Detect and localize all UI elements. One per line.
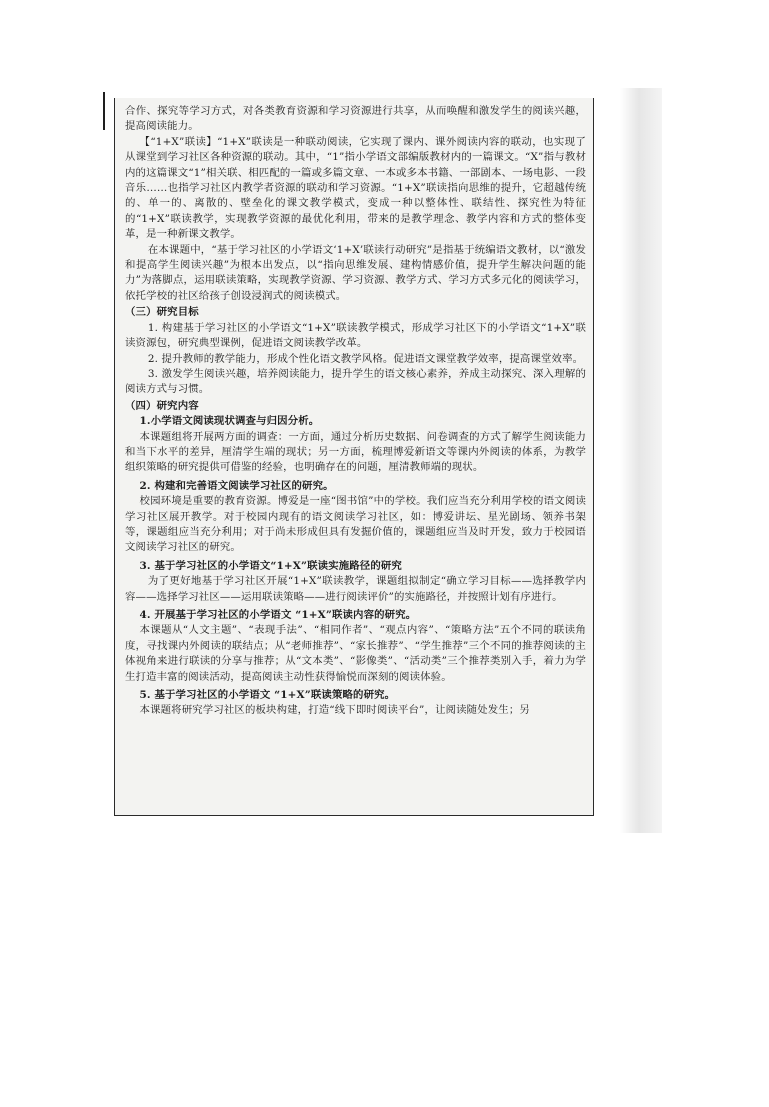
para-1: 【“1+X”联读】“1+X”联读是一种联动阅读，它实现了课内、课外阅读内容的联动，也实现了从课堂到学习社区各种资源的联动。其中，“1”指小学语文部编版教材内的一篇课文。“X”指与教材内的这篇课文“1”相关联、相匹配的一篇或多篇文章、一本或多本书籍、一部剧本、一场电影、一段音乐……也指学习社区内教学者资源的联动和学习资源。“1+X”联读指向思维的提升，它超越传统的、单一的、离散的、壁垒化的课文教学模式，变成一种以整体性、联结性、探究性为特征的“1+X”联读教学，实现教学资源的最优化利用，带来的是教学理念、教学内容和方式的整体变革，是一种新课文教学。	[125, 135, 586, 241]
para-17: 本课题将研究学习社区的板块构建，打造“线下即时阅读平台”，让阅读随处发生；另	[139, 704, 530, 717]
subheading-1: 1.小学语文阅读现状调查与归因分析。	[139, 415, 320, 428]
heading-objectives: （三）研究目标	[125, 306, 199, 319]
subheading-3: 3. 基于学习社区的小学语文“1+X”联读实施路径的研究	[139, 559, 402, 572]
subheading-4: 4. 开展基于学习社区的小学语文 “1+X”联读内容的研究。	[139, 609, 417, 621]
para-9: 本课题组将开展两方面的调查：一方面，通过分析历史数据、问卷调查的方式了解学生阅读能力和当下水平的差异，厘清学生端的现状；另一方面，梳理博爱新语文等课内外阅读的体系，为教学组织策略的研究提供可借鉴的经验，也明确存在的问题，厘清教师端的现状。	[125, 430, 586, 474]
para-2: 在本课题中，“基于学习社区的小学语文‘1+X’联读行动研究”是指基于统编语文教材，以“激发和提高学生阅读兴趣”为根本出发点，以“指向思维发展、建构情感价值，提升学生解决问题的能力”为落脚点，运用联读策略，实现教学资源、学习资源、教学方式、学习方式多元化的阅读学习，依托学校的社区给孩子创设浸润式的阅读模式。	[125, 243, 586, 302]
document-page	[114, 98, 594, 816]
para-15: 本课题从“人文主题”、“表现手法”、“相同作者”、“观点内容”、“策略方法”五个不同的联读角度，寻找课内外阅读的联结点；从“老师推荐”、“家长推荐”、“学生推荐”三个不同的推荐阅读的主体视角来进行联读的分享与推荐；从“文本类”、“影像类”、“活动类”三个推荐类别入手，着力为学生打造丰富的阅读活动，提高阅读主动性获得愉悦而深刻的阅读体验。	[125, 624, 586, 683]
subheading-2: 2. 构建和完善语文阅读学习社区的研究。	[139, 479, 334, 492]
scan-shadow	[620, 88, 662, 833]
para-0: 合作、探究等学习方式，对各类教育资源和学习资源进行共享，从而唤醒和激发学生的阅读兴趣，提高阅读能力。	[125, 105, 586, 133]
para-6: 3. 激发学生阅读兴趣，培养阅读能力，提升学生的语文核心素养，养成主动探究、深入理解的阅读方式与习惯。	[125, 367, 586, 396]
margin-mark	[103, 92, 105, 130]
para-5: 2. 提升教师的教学能力，形成个性化语文教学风格。促进语文课堂教学效率，提高课堂效率。	[147, 352, 584, 365]
heading-content: （四）研究内容	[125, 399, 199, 412]
para-11: 校园环境是重要的教育资源。博爱是一座“图书馆”中的学校。我们应当充分利用学校的语文阅读学习社区展开教学。对于校园内现有的语文阅读学习社区，如：博爱讲坛、星光剧场、领养书架等，课题组应当充分利用；对于尚未形成但具有发掘价值的，课题组应当及时开发，致力于校园语文阅读学习社区的研究。	[125, 495, 586, 554]
para-13: 为了更好地基于学习社区开展“1+X”联读教学，课题组拟制定“确立学习目标——选择教学内容——选择学习社区——运用联读策略——进行阅读评价”的实施路径，并按照计划有序进行。	[125, 575, 586, 603]
para-4: 1. 构建基于学习社区的小学语文“1+X”联读教学模式，形成学习社区下的小学语文“1+X”联读资源包，研究典型课例，促进语文阅读教学改革。	[125, 321, 586, 350]
subheading-5: 5. 基于学习社区的小学语文 “1+X”联读策略的研究。	[139, 689, 396, 702]
